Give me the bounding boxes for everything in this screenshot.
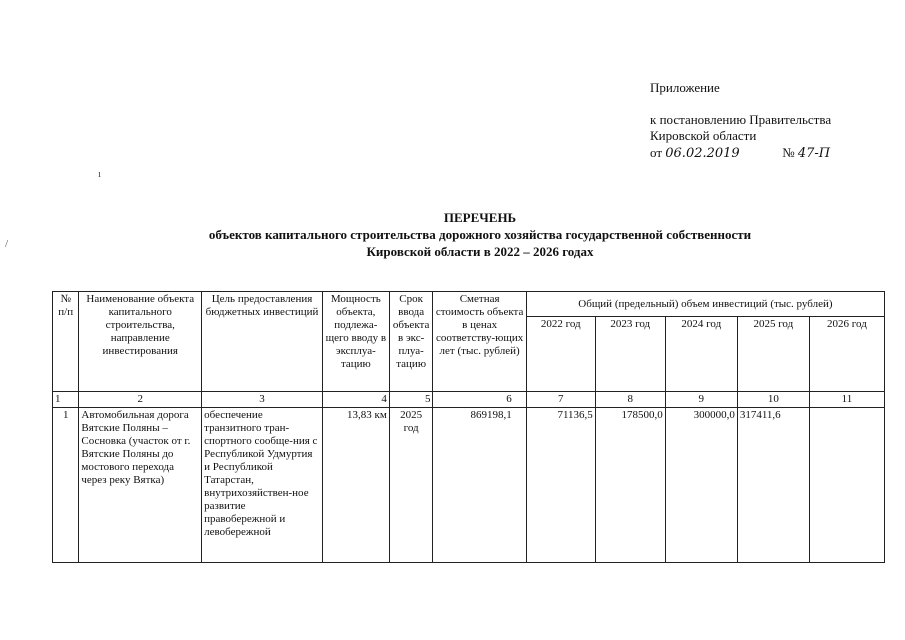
header-cost: Сметная стоимость объекта в ценах соответству-ющих лет (тыс. рублей) — [433, 292, 526, 392]
header-capacity: Мощность объекта, подлежа-щего вводу в эксплуа-тацию — [322, 292, 389, 392]
row-2025: 317411,6 — [737, 408, 809, 563]
row-term: 2025 год — [389, 408, 433, 563]
handwritten-date: 06.02.2019 — [665, 146, 740, 161]
header-term: Срок ввода объекта в экс-плуа-тацию — [389, 292, 433, 392]
column-number: 9 — [665, 392, 737, 408]
column-number: 4 — [322, 392, 389, 408]
handwritten-number: 47-П — [797, 146, 831, 161]
investment-table — [52, 291, 885, 563]
appendix-date-number-line — [650, 145, 830, 162]
document-subtitle-line2: Кировской области в 2022 – 2026 годах — [366, 244, 594, 259]
number-prefix: № — [782, 145, 795, 160]
table-header-row — [53, 292, 885, 317]
row-2026 — [809, 408, 884, 563]
scan-mark: ı — [98, 168, 102, 180]
row-capacity: 13,83 км — [322, 408, 389, 563]
row-2024: 300000,0 — [665, 408, 737, 563]
date-prefix: от — [650, 145, 663, 160]
column-number: 11 — [809, 392, 884, 408]
header-investment-group: Общий (предельный) объем инвестиций (тыс. рублей) — [526, 292, 884, 317]
column-number: 5 — [389, 392, 433, 408]
document-subtitle-line1: объектов капитального строительства дорожного хозяйства государственной собственности — [208, 227, 752, 242]
appendix-region-line: Кировской области — [650, 128, 757, 143]
column-number: 10 — [737, 392, 809, 408]
row-2023: 178500,0 — [595, 408, 665, 563]
column-number: 8 — [595, 392, 665, 408]
row-num: 1 — [53, 408, 79, 563]
row-cost: 869198,1 — [433, 408, 526, 563]
column-number: 7 — [526, 392, 595, 408]
header-year-2025: 2025 год — [737, 317, 809, 392]
document-title: ПЕРЕЧЕНЬ — [443, 210, 517, 225]
header-goal: Цель предоставления бюджетных инвестиций — [202, 292, 323, 392]
column-number: 3 — [202, 392, 323, 408]
header-year-2024: 2024 год — [665, 317, 737, 392]
header-year-2022: 2022 год — [526, 317, 595, 392]
column-number: 1 — [53, 392, 79, 408]
appendix-title: Приложение — [650, 80, 720, 95]
header-year-2023: 2023 год — [595, 317, 665, 392]
header-year-2026: 2026 год — [809, 317, 884, 392]
header-num: № п/п — [53, 292, 79, 392]
appendix-decree-line: к постановлению Правительства — [650, 112, 832, 127]
table-row — [53, 408, 885, 563]
scan-mark: / — [5, 238, 9, 250]
header-name: Наименование объекта капитального строительства, направление инвестирования — [79, 292, 202, 392]
row-2022: 71136,5 — [526, 408, 595, 563]
row-name: Автомобильная дорога Вятские Поляны – Сосновка (участок от г. Вятские Поляны до мостового перехода через реку Вятка) — [79, 408, 202, 563]
column-number: 6 — [433, 392, 526, 408]
column-number-row — [53, 392, 885, 408]
column-number: 2 — [79, 392, 202, 408]
row-goal: обеспечение транзитного тран-спортного сообще-ния с Республикой Удмуртия и Республикой Татарстан, внутрихозяйствен-ное развитие правобережной и левобережной — [202, 408, 323, 563]
